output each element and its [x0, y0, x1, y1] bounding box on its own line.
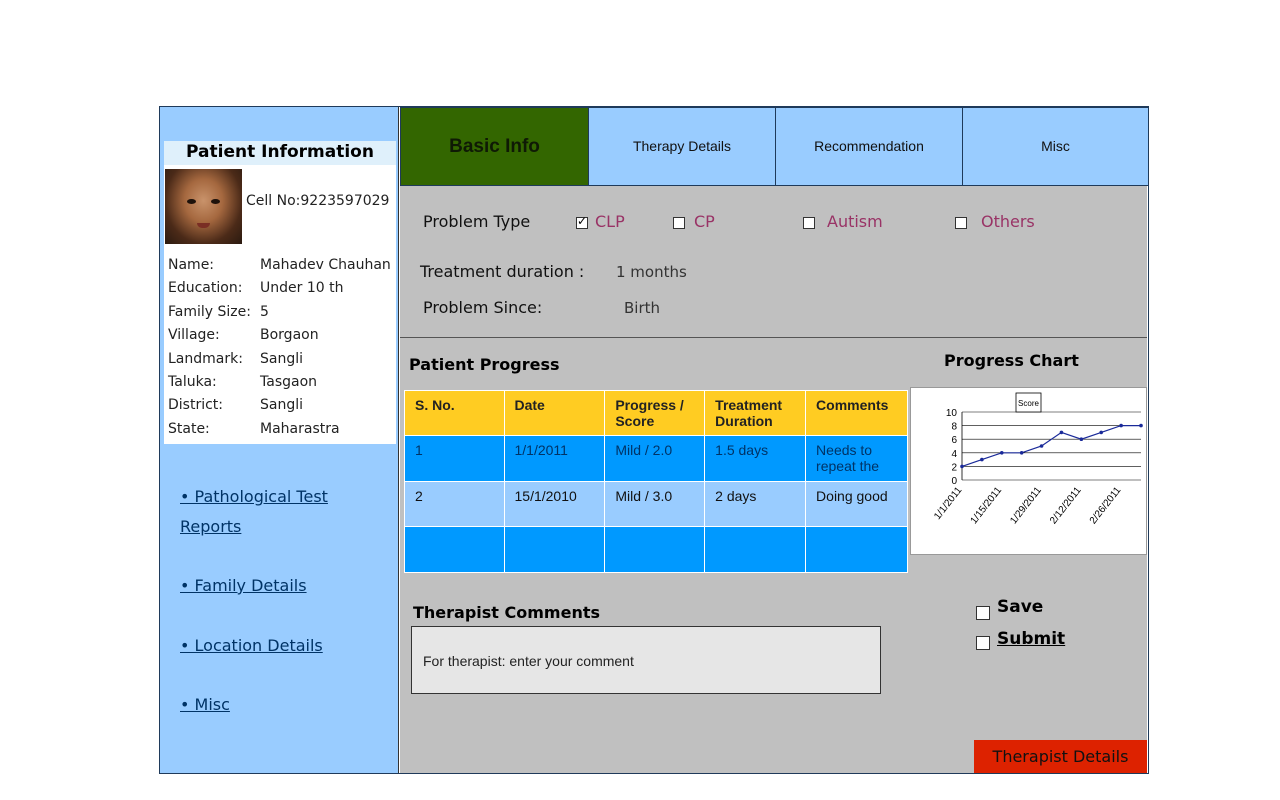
x-tick-label: 1/15/2011 — [968, 485, 1005, 527]
field-state — [168, 418, 394, 441]
data-point — [1139, 424, 1143, 428]
sidebar-link-location-details[interactable]: • Location Details — [180, 636, 323, 655]
tab-therapy-details[interactable]: Therapy Details — [588, 107, 776, 186]
tab-bar — [400, 107, 1148, 186]
table-cell: Mild / 2.0 — [605, 436, 705, 482]
data-point — [1040, 444, 1044, 448]
clp-label: CLP — [595, 212, 625, 231]
patient-photo — [165, 169, 242, 244]
cp-label: CP — [694, 212, 715, 231]
progress-table — [404, 390, 908, 573]
patient-info-title: Patient Information — [164, 141, 396, 165]
table-cell — [806, 527, 908, 573]
x-tick-label: 2/12/2011 — [1048, 485, 1084, 527]
therapist-comment-input[interactable]: For therapist: enter your comment — [411, 626, 881, 694]
table-cell — [705, 527, 806, 573]
field-value: 5 — [260, 303, 269, 320]
table-cell — [405, 527, 505, 573]
y-tick-label: 8 — [951, 421, 957, 433]
x-tick-label: 2/26/2011 — [1087, 485, 1124, 527]
column-header: Treatment Duration — [705, 391, 806, 436]
y-tick-label: 10 — [945, 408, 957, 419]
field-value: Sangli — [260, 397, 304, 414]
x-tick-label: 1/1/2011 — [932, 485, 965, 522]
table-row — [405, 436, 908, 482]
patient-fields — [168, 254, 394, 441]
field-label: Taluka: — [168, 373, 217, 390]
field-value: Tasgaon — [260, 373, 318, 390]
table-cell: 15/1/2010 — [504, 482, 605, 527]
section-divider — [400, 337, 1147, 338]
tab-misc[interactable]: Misc — [962, 107, 1149, 186]
y-tick-label: 4 — [951, 448, 957, 460]
field-label: Family Size: — [168, 303, 251, 320]
table-cell: 1 — [405, 436, 505, 482]
therapist-comments-title: Therapist Comments — [413, 603, 601, 622]
sidebar-link-family-details[interactable]: • Family Details — [180, 576, 307, 595]
series-line — [962, 426, 1141, 467]
sidebar-link-pathological-test-reports[interactable]: • Pathological Test Reports — [180, 487, 328, 536]
y-tick-label: 6 — [951, 435, 957, 447]
table-cell: 1/1/2011 — [504, 436, 605, 482]
field-value: Borgaon — [260, 327, 319, 344]
save-checkbox[interactable] — [976, 606, 990, 620]
clp-checkbox[interactable] — [576, 217, 588, 229]
data-point — [1099, 431, 1103, 435]
field-label: State: — [168, 420, 210, 437]
field-label: Village: — [168, 327, 220, 344]
field-value: Under 10 th — [260, 280, 344, 297]
problem-type-label: Problem Type — [423, 212, 531, 231]
column-header: S. No. — [405, 391, 505, 436]
save-label[interactable]: Save — [997, 597, 1044, 617]
autism-label: Autism — [827, 212, 883, 231]
field-taluka — [168, 371, 394, 394]
autism-checkbox[interactable] — [803, 217, 815, 229]
tab-basic-info[interactable]: Basic Info — [400, 107, 589, 186]
column-header: Progress / Score — [605, 391, 705, 436]
field-label: District: — [168, 397, 224, 414]
data-point — [1000, 451, 1004, 455]
data-point — [1080, 437, 1084, 441]
treatment-duration-label: Treatment duration : — [420, 262, 585, 281]
column-header: Comments — [806, 391, 908, 436]
field-value: Sangli — [260, 350, 304, 367]
field-label: Landmark: — [168, 350, 243, 367]
progress-chart — [910, 387, 1147, 555]
field-district — [168, 394, 394, 417]
y-tick-label: 0 — [951, 476, 957, 487]
field-label: Education: — [168, 280, 243, 297]
x-tick-label: 1/29/2011 — [1008, 485, 1044, 527]
patient-progress-title: Patient Progress — [409, 355, 560, 374]
progress-chart-svg — [911, 388, 1146, 554]
cp-checkbox[interactable] — [673, 217, 685, 229]
others-label: Others — [981, 212, 1035, 231]
table-cell: Needs to repeat the — [806, 436, 908, 482]
progress-chart-title: Progress Chart — [944, 351, 1079, 370]
data-point — [960, 465, 964, 469]
field-family-size — [168, 301, 394, 324]
table-cell — [605, 527, 705, 573]
table-cell: 1.5 days — [705, 436, 806, 482]
others-checkbox[interactable] — [955, 217, 967, 229]
field-label: Name: — [168, 257, 215, 273]
field-education — [168, 277, 394, 300]
legend-label: Score — [1018, 399, 1039, 408]
therapist-details-button[interactable]: Therapist Details — [974, 740, 1147, 773]
table-row — [405, 482, 908, 527]
y-tick-label: 2 — [951, 462, 957, 474]
field-name — [168, 254, 394, 277]
sidebar-link-misc[interactable]: • Misc — [180, 695, 230, 714]
table-header-row — [405, 391, 908, 436]
column-header: Date — [504, 391, 605, 436]
submit-checkbox[interactable] — [976, 636, 990, 650]
field-value: Maharastra — [260, 420, 340, 437]
tab-recommendation[interactable]: Recommendation — [775, 107, 963, 186]
data-point — [1119, 424, 1123, 428]
problem-since-label: Problem Since: — [423, 298, 543, 317]
data-point — [980, 458, 984, 462]
treatment-duration-value: 1 months — [616, 263, 687, 281]
table-cell: Doing good — [806, 482, 908, 527]
data-point — [1060, 431, 1064, 435]
data-point — [1020, 451, 1024, 455]
table-cell: 2 — [405, 482, 505, 527]
problem-since-value: Birth — [624, 299, 661, 317]
table-row — [405, 527, 908, 573]
table-cell: 2 days — [705, 482, 806, 527]
cell-number: Cell No:9223597029 — [246, 193, 390, 209]
field-landmark — [168, 348, 394, 371]
table-cell: Mild / 3.0 — [605, 482, 705, 527]
submit-label[interactable]: Submit — [997, 629, 1066, 649]
table-cell — [504, 527, 605, 573]
field-village — [168, 324, 394, 347]
field-value: Mahadev Chauhan — [260, 257, 391, 273]
